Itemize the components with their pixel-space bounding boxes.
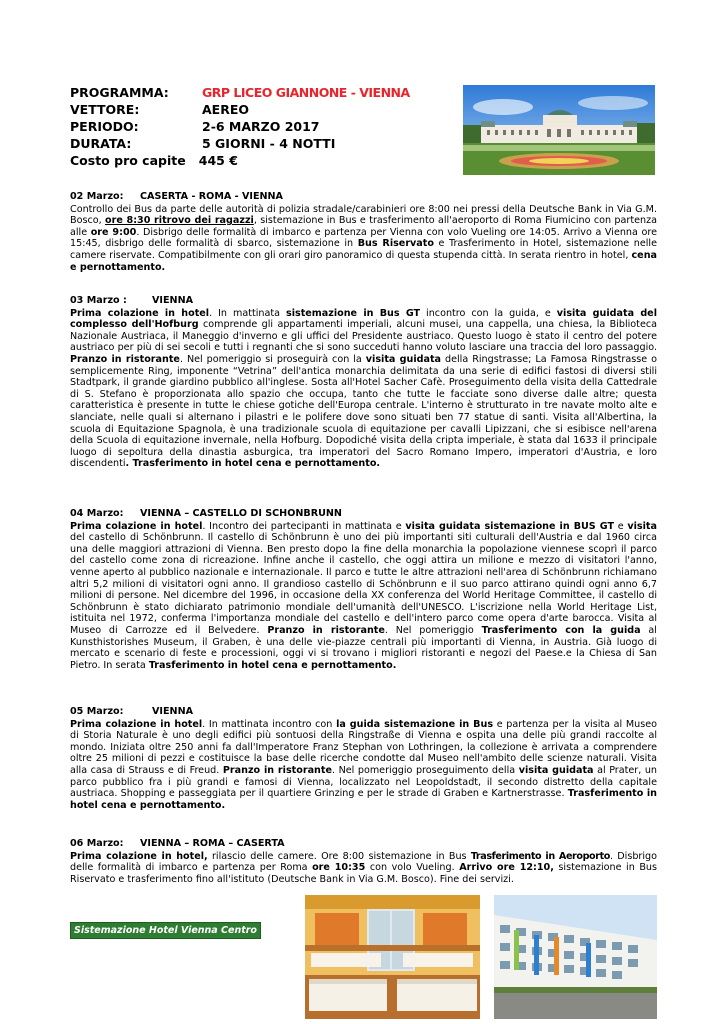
day-date: 05 Marzo: bbox=[70, 706, 124, 717]
cost-value: 445 € bbox=[198, 153, 238, 168]
day-date: 02 Marzo: bbox=[70, 191, 124, 202]
text-span: , sistemazione in Bus e trasferimento all'aeroporto di Roma Fiumicino con partenza alle bbox=[70, 215, 657, 238]
day-heading bbox=[70, 191, 657, 203]
text-span: e Trasferimento in Hotel, sistemazione nelle camere riservate. Compatibilmente con gli orari giro panoramico di questa stupenda città. In serata rientro in hotel, bbox=[70, 238, 657, 261]
day-date: 03 Marzo : bbox=[70, 295, 127, 306]
day-title: CASERTA - ROMA - VIENNA bbox=[140, 191, 283, 202]
day-section-2 bbox=[70, 295, 657, 470]
bold-text: visita guidata bbox=[365, 353, 442, 365]
day-heading bbox=[70, 838, 657, 850]
text-span: e bbox=[614, 520, 628, 532]
bold-text: Prima colazione in hotel bbox=[70, 307, 210, 319]
duration-label: DURATA: bbox=[70, 136, 132, 151]
day-description bbox=[70, 521, 657, 672]
bold-text: visita guidata bbox=[518, 764, 594, 776]
text-span: . Nel pomeriggio si proseguirà con la bbox=[179, 353, 366, 365]
cost-label: Costo pro capite bbox=[70, 153, 186, 168]
day-heading bbox=[70, 706, 657, 718]
day-title: VIENNA bbox=[152, 706, 194, 717]
bold-text: cena e pernottamento. bbox=[70, 249, 657, 273]
hotel-room-photo bbox=[305, 895, 480, 1019]
hotel-exterior-photo bbox=[494, 895, 657, 1019]
bold-text: Prima colazione in hotel bbox=[70, 718, 203, 730]
program-value: GRP LICEO GIANNONE - VIENNA bbox=[202, 85, 410, 100]
departure-time: ore 9:00 bbox=[90, 226, 137, 238]
day-section-4 bbox=[70, 706, 657, 811]
text-span: . Disbrigo delle formalità di imbarco e partenza per Roma bbox=[70, 850, 658, 874]
text-span: . Incontro dei partecipanti in mattinata e bbox=[202, 520, 406, 532]
day-heading bbox=[70, 508, 657, 520]
bold-text: Arrivo ore 12:10, bbox=[459, 862, 554, 874]
bold-text: Trasferimento in Aeroporto bbox=[470, 850, 610, 862]
day-date: 04 Marzo: bbox=[70, 508, 124, 519]
day-title: VIENNA bbox=[152, 295, 194, 306]
carrier-row bbox=[70, 101, 410, 118]
bold-text: visita bbox=[627, 520, 657, 532]
bold-text: Trasferimento in hotel cena e pernottamento. bbox=[148, 659, 397, 671]
duration-row bbox=[70, 135, 410, 152]
text-span: . In mattinata incontro con bbox=[202, 718, 337, 730]
text-span: e partenza per la visita al Museo di Storia Naturale è uno degli edifici più sontuosi della Ringstraße di Vienna e ospita una delle più grandi raccolte al mondo. Iniziata oltre 250 anni fa dall'Imperatore Franz Stephan von Lothringen, la collezione è arrivata a comprendere oltre 25 milioni di pezzi e costituisce la base delle ricerche condotte dal Museo nell'ambito delle scienze naturali. Visita alla casa di Strauss e di Freud. bbox=[70, 718, 658, 776]
meeting-time: ore 8:30 ritrovo dei ragazzi bbox=[105, 215, 254, 227]
day-section-3 bbox=[70, 508, 657, 671]
bold-text: Pranzo in ristorante bbox=[267, 624, 385, 636]
bold-text: visita guidata sistemazione in BUS GT bbox=[405, 520, 614, 532]
text-span: del castello di Schönbrunn. Il castello di Schönbrunn è uno dei più importanti siti culturali dell'Austria e dal 1960 circa una delle maggiori attrazioni di Vienna. Ben presto dopo la fine della monarchia la popolazione viennese scoprì il parco del castello come zona di ricreazione. Infine anche il castello, che oggi attira un milione e mezzo di visitatori l'anno, venne aperto al pubblico nazionale e internazionale. Il parco e tutte le altre attrazioni nell'area di Schönbrunn richiamano altri 5,2 milioni di visitatori ogni anno. Il grandioso castello di Schönbrunn e il suo parco attirano quindi ogni anno 6,7 milioni di persone. Nel dicembre del 1996, in occasione della XX conferenza del World Heritage Committee, il castello di Schönbrunn è stato dichiarato patrimonio mondiale dell'umanità dell'UNESCO. L'iscrizione nella World Heritage List, istituita nel 1972, conferma l'importanza mondiale del castello e dell'intero parco come opera d'arte barocca. Visita al Museo di Carrozze ed il Belvedere. bbox=[70, 532, 657, 636]
bold-text: Prima colazione in hotel bbox=[70, 520, 203, 532]
cost-row bbox=[70, 152, 410, 169]
bold-text: sistemazione in Bus GT bbox=[285, 307, 421, 319]
duration-value: 5 GIORNI - 4 NOTTI bbox=[202, 136, 336, 151]
text-span: incontro con la guida, e bbox=[420, 307, 557, 319]
text-span: della Ringstrasse; La Famosa Ringstrasse o semplicemente Ring, imponente “Vetrina” dell'antica monarchia delimitata da una serie di edifici fastosi di diversi stili Stadtpark, il grande giardino pubblico all'inglese. Sosta all'Hotel Sacher Cafè. Proseguimento della visita della Cattedrale di S. Stefano è proporzionata allo spazio che occupa, tanto che tutte le facciate sono diverse dalle altre; questa caratteristica è presente in tutte le chiese gotiche dell'Europa centrale. L'interno è strutturato in tre navate molto alte e slanciate, nelle quali si alternano i pilastri e le polifere dove sono situati ben 77 statue di santi. Visita all'Albertina, la scuola di Equitazione Spagnola, è una tradizionale scuola di equitazione per cavalli Lipizzani, che si esibisce nell'arena della Scuola di equitazione invernale, nella Hofburg. Dopodiché visita della cripta imperiale, è stata dal 1633 il principale luogo di sepoltura della dinastia asburgica, tra imperatori del Sacro Romano Impero, imperatori d'Austria, e loro discendenti bbox=[70, 353, 658, 470]
text-span: sistemazione in Bus Riservato e trasferimento fino all'istituto (Deutsche Bank in Via G.M. Bosco). Fine dei servizi. bbox=[70, 862, 657, 885]
text-span: . Nel pomeriggio bbox=[384, 624, 482, 636]
period-value: 2-6 MARZO 2017 bbox=[202, 119, 320, 134]
day-title: VIENNA – ROMA – CASERTA bbox=[140, 838, 285, 849]
day-date: 06 Marzo: bbox=[70, 838, 124, 849]
text-span: . Disbrigo delle formalità di imbarco e partenza per Vienna con volo Vueling ore 14:05. Arrivo a Vienna ore 15:45, disbrigo delle formalità di sbarco, sistemazione in bbox=[70, 226, 657, 250]
bold-text: la guida sistemazione in Bus bbox=[336, 718, 494, 730]
bold-text: Pranzo in ristorante bbox=[222, 764, 332, 776]
period-label: PERIODO: bbox=[70, 119, 139, 134]
period-row bbox=[70, 118, 410, 135]
text-span: Controllo dei Bus da parte delle autorità di polizia stradale/carabinieri ore 8:00 nei pressi della Deutsche Bank in Via G.M. Bosco, bbox=[70, 203, 657, 227]
bold-text: ore 10:35 bbox=[312, 862, 366, 874]
program-label: PROGRAMMA: bbox=[70, 85, 169, 100]
text-span: al Prater, un parco pubblico fra i più grandi e famosi di Vienna, localizzato nel Leopoldstadt, il secondo distretto della capitale austriaca. Shopping e passeggiata per il quartiere Grinzing e per le strade di Graben e Kartnerstrasse. bbox=[70, 764, 658, 800]
bold-text: visita guidata del complesso dell'Hofburg bbox=[70, 307, 657, 331]
day-description bbox=[70, 719, 657, 812]
carrier-label: VETTORE: bbox=[70, 102, 140, 117]
day-section-5 bbox=[70, 838, 657, 885]
bold-text: . Trasferimento in hotel cena e pernottamento. bbox=[125, 458, 381, 470]
day-heading bbox=[70, 295, 657, 307]
hotel-badge: Sistemazione Hotel Vienna Centro bbox=[70, 922, 261, 939]
text-span: con volo Vueling. bbox=[365, 862, 460, 874]
day-description bbox=[70, 851, 657, 886]
text-span: . Nel pomeriggio proseguimento della bbox=[331, 764, 519, 776]
bold-text: Pranzo in ristorante bbox=[70, 353, 180, 365]
day-description bbox=[70, 308, 657, 470]
bold-text: Prima colazione in hotel, bbox=[70, 850, 208, 862]
day-description bbox=[70, 204, 657, 274]
bold-text: Trasferimento in hotel cena e pernottamento. bbox=[70, 788, 657, 811]
program-row bbox=[70, 84, 410, 101]
text-span: comprende gli appartamenti imperiali, alcuni musei, una cappella, una chiesa, la Biblioteca Nazionale Austriaca, il Maneggio d'inverno e gli uffici del Presidente austriaco. Questo luogo è stato il centro del potere austriaco per più di sei secoli e tutti i regnanti che si sono succeduti hanno voluto lasciare una traccia del loro passaggio. bbox=[70, 319, 657, 354]
text-span: rilascio delle camere. Ore 8:00 sistemazione in Bus bbox=[207, 850, 471, 862]
program-header bbox=[70, 84, 410, 169]
carrier-value: AEREO bbox=[202, 102, 250, 117]
text-span: . In mattinata bbox=[209, 307, 286, 319]
bold-text: Trasferimento con la guida bbox=[481, 624, 641, 636]
belvedere-palace-photo bbox=[463, 85, 655, 175]
day-section-1 bbox=[70, 191, 657, 273]
text-span: al Kunsthistorishes Museum, il Graben, è una delle vie-piazze centrali più importanti di Vienna, in Austria. Già luogo di mercato e scenario di feste e processioni, oggi vi si trovano i migliori ristoranti e negozi del Paese.e la Chiesa di San Pietro. In serata bbox=[70, 624, 657, 671]
day-title: VIENNA – CASTELLO DI SCHONBRUNN bbox=[140, 508, 342, 519]
bold-text: Bus Riservato bbox=[357, 238, 434, 250]
